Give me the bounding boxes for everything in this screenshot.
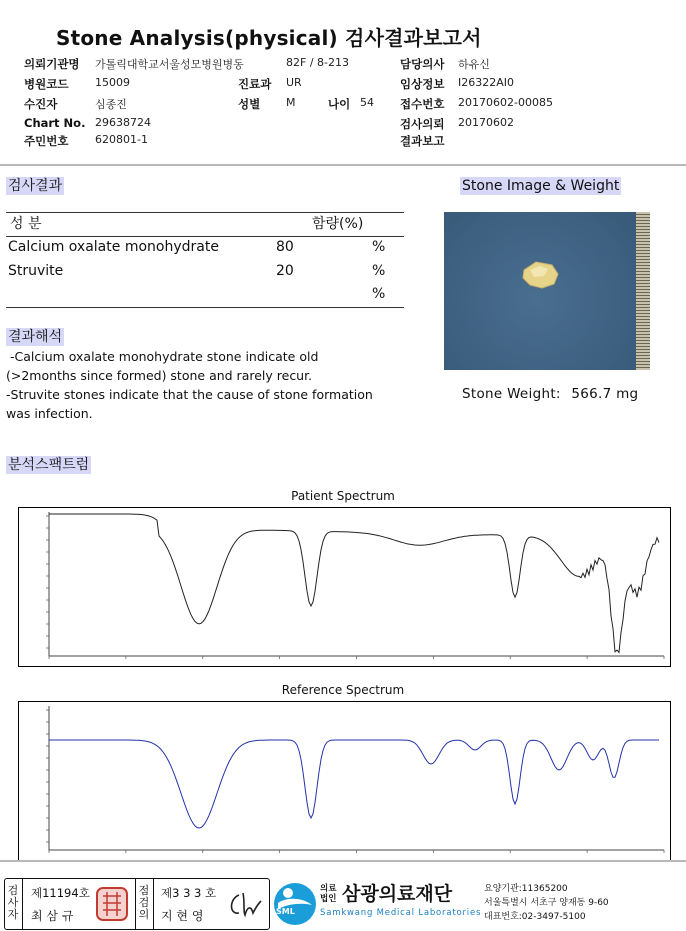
interpretation-text — [6, 347, 426, 423]
examiner-name: 최 삼 규 — [31, 909, 74, 923]
spectrum-axes — [49, 512, 664, 656]
stone-weight-label: Stone Weight: — [462, 386, 561, 402]
sex-label: 성별 — [238, 97, 261, 111]
vlabel-char: 의 — [138, 908, 150, 921]
footer-divider — [0, 860, 686, 862]
report-title: Stone Analysis(physical) 검사결과보고서 — [56, 26, 482, 50]
stamp-divider — [153, 879, 154, 929]
spectrum-line — [49, 740, 659, 828]
measurement-ruler — [636, 212, 650, 370]
org-code: 요양기관:11365200 — [484, 884, 568, 894]
signature-box — [4, 878, 270, 930]
sml-logo-icon — [272, 881, 318, 927]
stone-weight-value: 566.7 mg — [571, 386, 639, 402]
clinical-info-label: 임상정보 — [400, 77, 445, 91]
org-phone: 대표번호:02-3497-5100 — [484, 912, 586, 922]
result-row-unit: % — [372, 239, 386, 255]
reviewer-signature-icon — [225, 889, 265, 921]
receipt-label: 접수번호 — [400, 97, 445, 111]
report-label: 결과보고 — [400, 134, 445, 148]
dept-label: 진료과 — [238, 77, 272, 91]
org-name-english: Samkwang Medical Laboratories — [320, 908, 482, 918]
resident-label: 주민번호 — [24, 134, 69, 148]
spectrum-section-label: 분석스팩트럼 — [8, 457, 90, 473]
org-prefix — [320, 884, 336, 904]
clinical-info-value: I26322AI0 — [458, 76, 515, 89]
chart-value: 29638724 — [95, 116, 151, 129]
examiner-number: 제11194호 — [31, 886, 90, 900]
interpretation-line: was infection. — [6, 406, 93, 421]
vlabel-char: 점 — [138, 884, 150, 897]
vlabel-char: 검 — [138, 896, 150, 909]
org-contact — [484, 882, 609, 924]
doctor-label: 담당의사 — [400, 57, 445, 71]
patient-spectrum-plot — [18, 507, 671, 667]
request-label: 검사의뢰 — [400, 117, 445, 131]
stone-weight — [462, 386, 638, 402]
hospital-code-label: 병원코드 — [24, 77, 69, 91]
stone-section-label: Stone Image & Weight — [462, 178, 620, 194]
results-section-label: 검사결과 — [8, 178, 63, 194]
reference-spectrum-title: Reference Spectrum — [281, 683, 405, 697]
interpretation-line: -Calcium oxalate monohydrate stone indicate old — [6, 349, 319, 364]
results-table-bottom-line — [6, 307, 404, 308]
institution-value: 가톨릭대학교서울성모병원병동 — [95, 58, 244, 71]
reviewer-number: 제3 3 3 호 — [161, 886, 217, 900]
header-divider — [0, 164, 686, 166]
col-amount-header: 함량(%) — [312, 216, 364, 232]
sex-value: M — [286, 96, 296, 109]
vlabel-char: 검 — [7, 884, 19, 897]
patient-info-header — [0, 50, 686, 164]
ward-value: 82F / 8-213 — [286, 56, 349, 69]
reviewer-name: 지 현 영 — [161, 909, 204, 923]
vlabel-char: 자 — [7, 908, 19, 921]
results-table-header-line — [6, 236, 404, 237]
col-component-header: 성 분 — [10, 216, 42, 232]
vlabel-char: 사 — [7, 896, 19, 909]
stamp-divider — [22, 879, 23, 929]
result-row-value: 80 — [276, 239, 294, 255]
age-label: 나이 — [328, 97, 351, 111]
logo-text: SML — [276, 907, 295, 916]
request-value: 20170602 — [458, 116, 514, 129]
patient-value: 심종진 — [95, 98, 127, 111]
reference-spectrum-plot — [18, 701, 671, 861]
result-row-value: 20 — [276, 263, 294, 279]
receipt-value: 20170602-00085 — [458, 96, 553, 109]
chart-label: Chart No. — [24, 116, 86, 130]
institution-label: 의뢰기관명 — [24, 57, 80, 71]
org-prefix-top: 의료 — [320, 884, 337, 894]
reviewer-vertical-label — [138, 885, 150, 921]
org-name: 삼광의료재단 — [342, 883, 453, 905]
spectrum-line — [49, 514, 659, 652]
reference-spectrum-graph — [19, 702, 670, 860]
stone-photo — [444, 212, 650, 370]
result-row-name: Calcium oxalate monohydrate — [8, 239, 219, 255]
examiner-seal-icon — [95, 886, 129, 922]
result-row-unit: % — [372, 286, 386, 302]
age-value: 54 — [360, 96, 374, 109]
interpretation-line: -Struvite stones indicate that the cause of stone formation — [6, 387, 373, 402]
resident-value: 620801-1 — [95, 133, 148, 146]
patient-spectrum-title: Patient Spectrum — [291, 489, 395, 503]
stamp-divider — [135, 879, 136, 929]
examiner-vertical-label — [7, 885, 19, 921]
patient-spectrum-graph — [19, 508, 670, 666]
org-prefix-bottom: 법인 — [320, 894, 337, 904]
dept-value: UR — [286, 76, 302, 89]
interpretation-section-label: 결과해석 — [8, 329, 63, 345]
doctor-value: 하유신 — [458, 58, 490, 71]
hospital-code-value: 15009 — [95, 76, 130, 89]
stone-fragment-icon — [444, 212, 650, 370]
org-address: 서울특별시 서초구 양재동 9-60 — [484, 898, 609, 908]
spectrum-axes — [49, 706, 664, 850]
result-row-unit: % — [372, 263, 386, 279]
interpretation-line: (>2months since formed) stone and rarely recur. — [6, 368, 313, 383]
result-row-name: Struvite — [8, 263, 64, 279]
patient-label: 수진자 — [24, 97, 58, 111]
